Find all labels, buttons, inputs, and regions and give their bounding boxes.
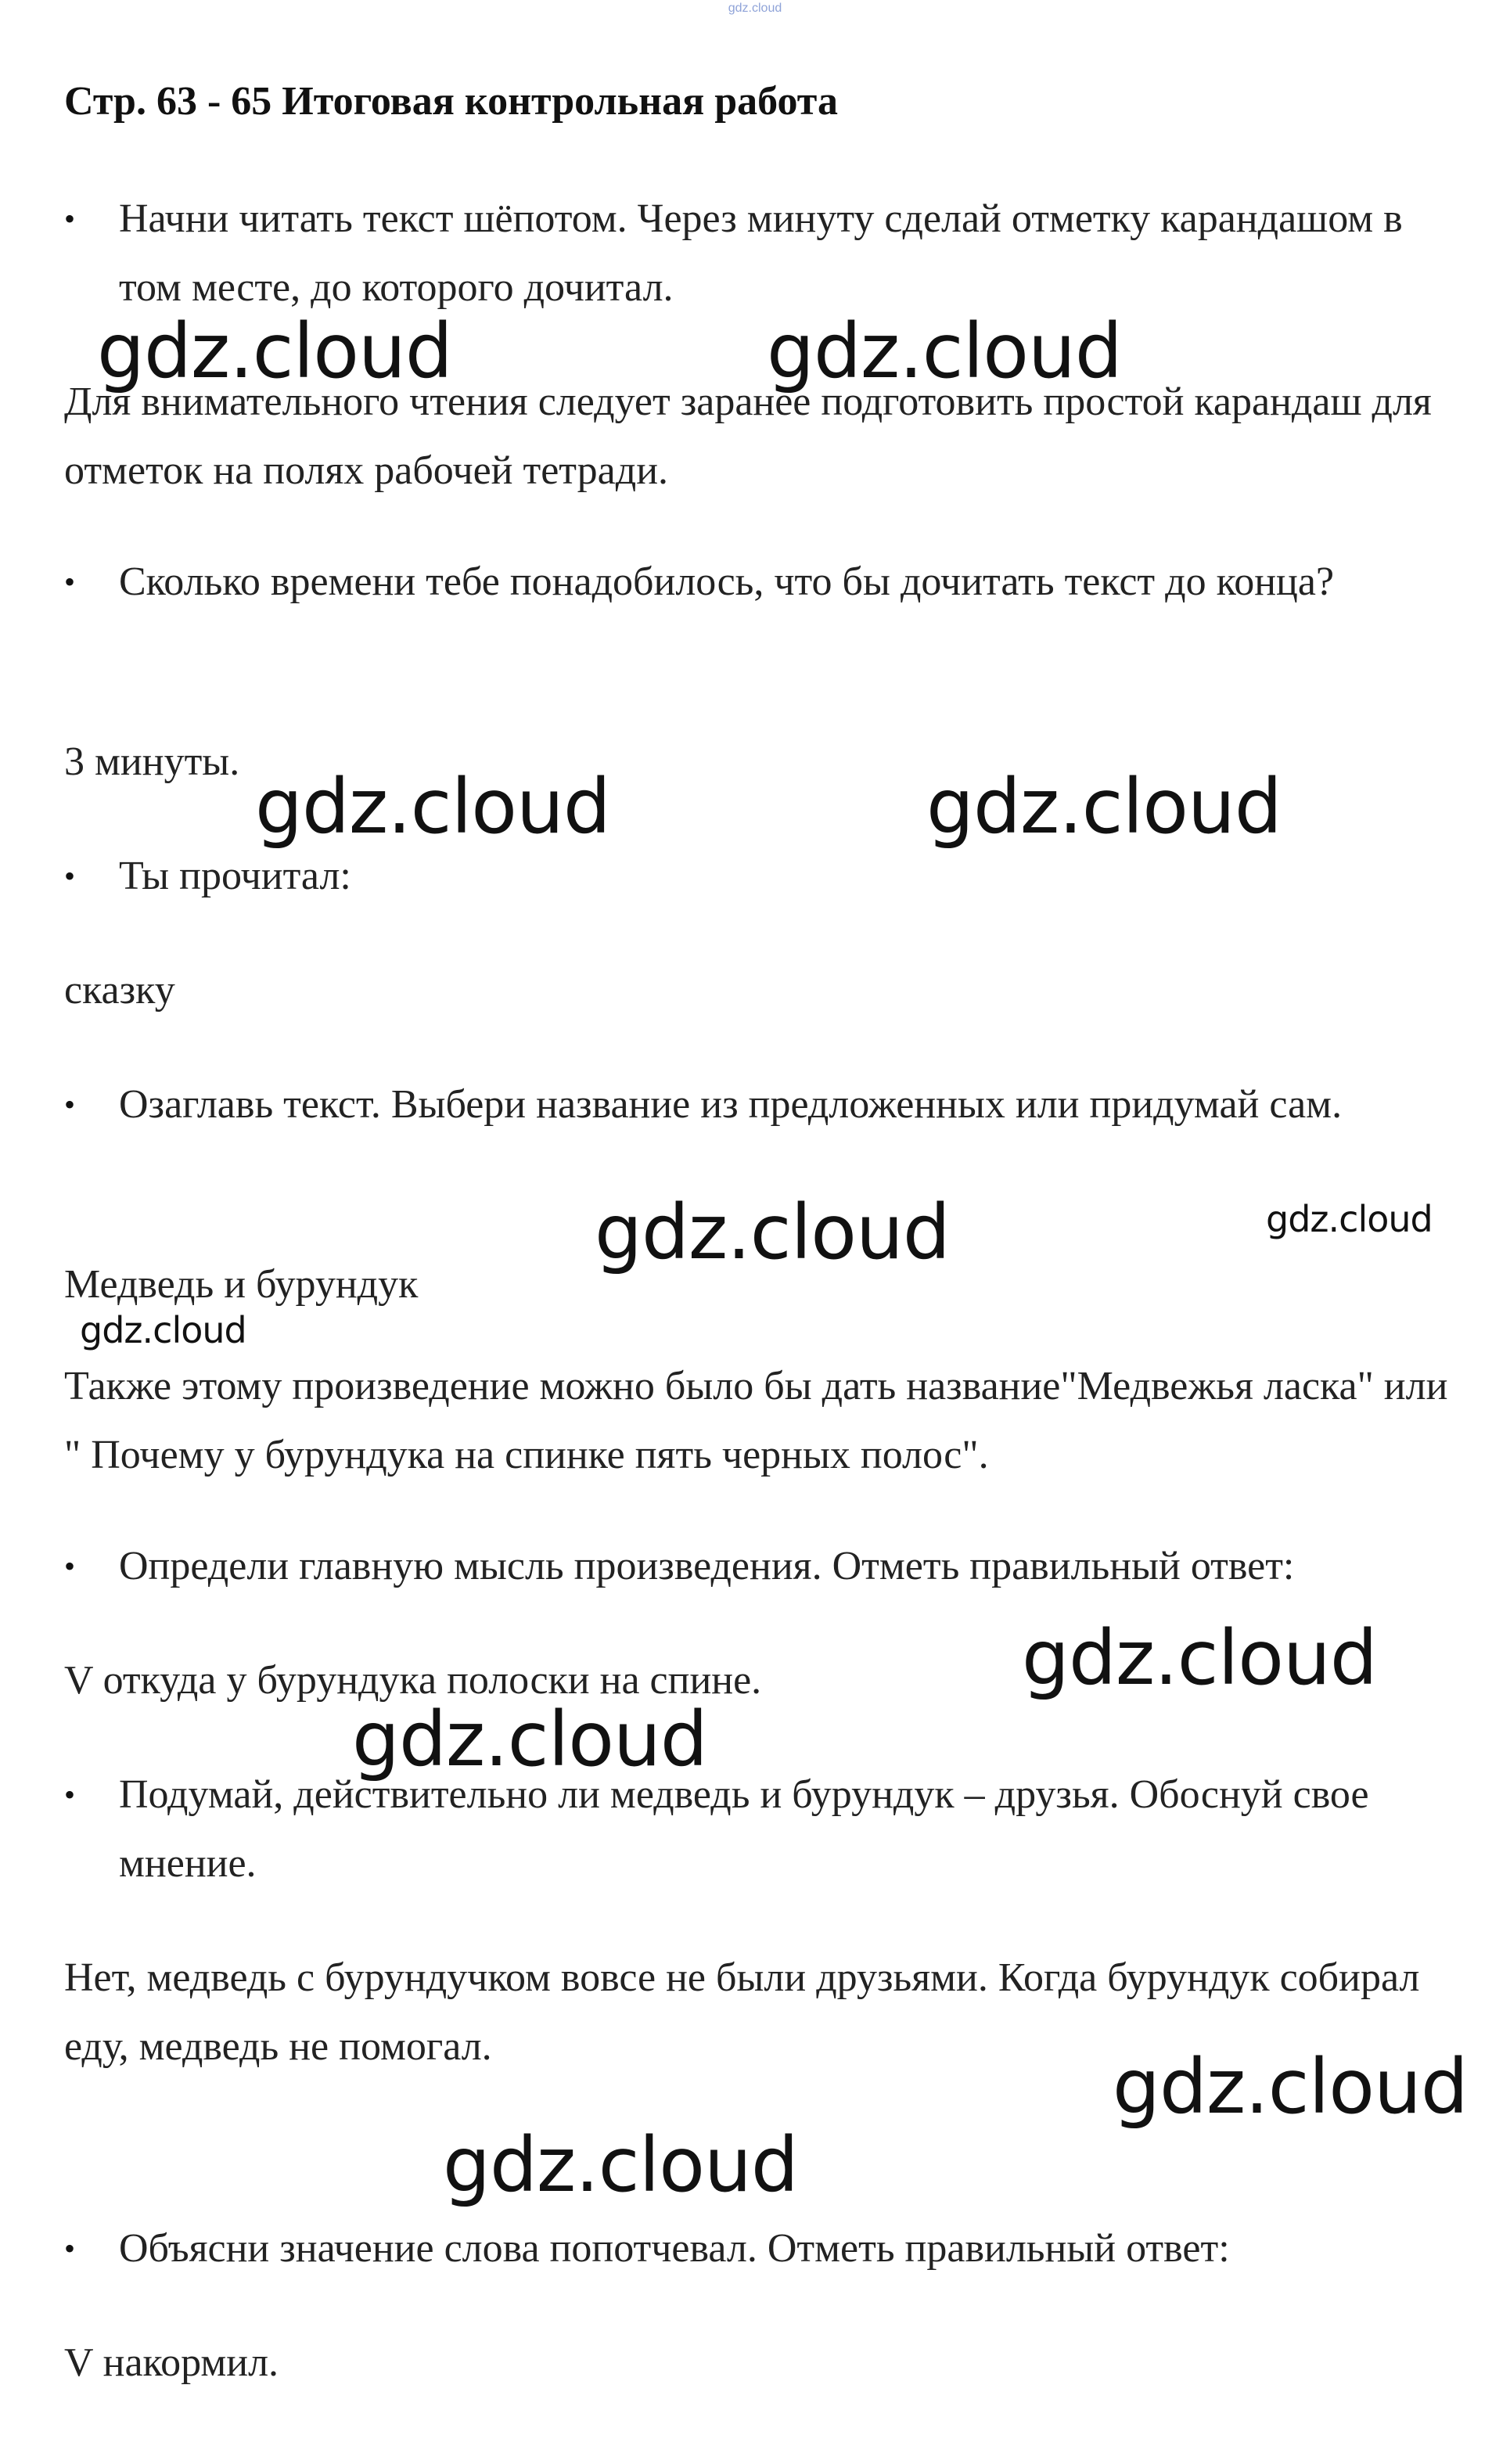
- answer-3: сказку: [64, 968, 175, 1013]
- answer-6: Нет, медведь с бурундучком вовсе не были друзьями. Когда бурундук собирал еду, медведь не помогал.: [64, 1955, 1420, 2069]
- question-6-text: Подумай, действительно ли медведь и бурундук – друзья. Обоснуй свое мнение.: [119, 1772, 1369, 1886]
- page-title: Стр. 63 - 65 Итоговая контрольная работа: [64, 79, 838, 124]
- answer-4: Медведь и бурундук: [64, 1262, 419, 1307]
- bullet-icon: •: [64, 1549, 76, 1584]
- answer-2: 3 минуты.: [64, 739, 240, 784]
- watermark: gdz.cloud: [1113, 2043, 1468, 2131]
- watermark: gdz.cloud: [352, 1696, 707, 1783]
- watermark: gdz.cloud: [767, 308, 1122, 395]
- answer-1: Для внимательного чтения следует заранее подготовить простой карандаш для отметок на полях рабочей тетради.: [64, 379, 1432, 493]
- watermark: gdz.cloud: [1266, 1198, 1433, 1240]
- watermark: gdz.cloud: [926, 763, 1282, 851]
- question-4-text: Озаглавь текст. Выбери название из предложенных или придумай сам.: [119, 1082, 1343, 1127]
- bullet-icon: •: [64, 1087, 76, 1122]
- top-watermark: gdz.cloud: [728, 2, 782, 15]
- answer-5: V откуда у бурундука полоски на спине.: [64, 1658, 762, 1703]
- bullet-icon: •: [64, 858, 76, 894]
- answer-7: V накормил.: [64, 2340, 279, 2385]
- question-5-text: Определи главную мысль произведения. Отметь правильный ответ:: [119, 1544, 1295, 1588]
- question-6: [64, 1761, 1449, 1898]
- question-7: [64, 2214, 1449, 2283]
- watermark: gdz.cloud: [443, 2121, 798, 2209]
- question-3-text: Ты прочитал:: [119, 854, 351, 898]
- question-2: [64, 548, 1449, 617]
- question-7-text: Объясни значение слова попотчевал. Отметь правильный ответ:: [119, 2226, 1230, 2271]
- question-3: [64, 842, 1449, 911]
- watermark: gdz.cloud: [97, 308, 452, 395]
- question-1: [64, 185, 1449, 322]
- watermark: gdz.cloud: [255, 763, 610, 851]
- bullet-icon: •: [64, 1777, 76, 1812]
- answer-4-extra: Также этому произведение можно было бы дать название"Медвежья ласка" или " Почему у бурундука на спинке пять черных полос".: [64, 1364, 1448, 1477]
- bullet-icon: •: [64, 2231, 76, 2266]
- watermark: gdz.cloud: [80, 1309, 246, 1351]
- bullet-icon: •: [64, 564, 76, 599]
- question-5: [64, 1532, 1449, 1601]
- question-1-text: Начни читать текст шёпотом. Через минуту сделай отметку карандашом в том месте, до которого дочитал.: [119, 196, 1403, 310]
- bullet-icon: •: [64, 201, 76, 236]
- question-4: [64, 1070, 1449, 1139]
- watermark: gdz.cloud: [1022, 1614, 1377, 1702]
- watermark: gdz.cloud: [595, 1189, 950, 1276]
- question-2-text: Сколько времени тебе понадобилось, что бы дочитать текст до конца?: [119, 559, 1335, 604]
